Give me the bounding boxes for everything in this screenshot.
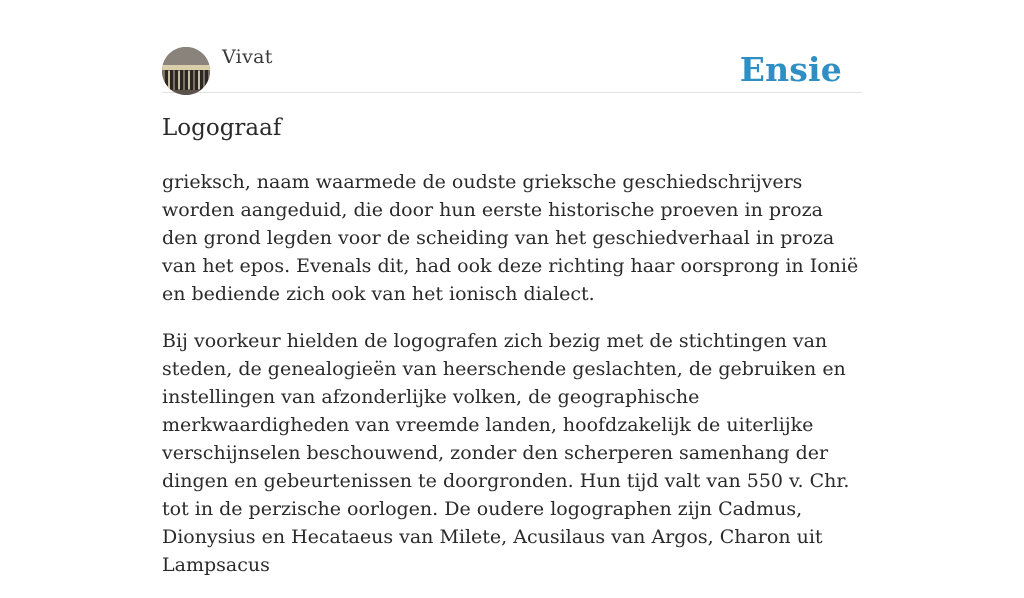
- paragraph: Bij voorkeur hielden de logografen zich bezig met de stichtingen van steden, de genealogieën van heerschende geslachten, de gebruiken en instellingen van afzonderlijke volken, de geographische merkwaardigheden van vreemde landen, hoofdzakelijk de uiterlijke verschijnselen beschouwend, zonder den scherperen samenhang der dingen en gebeurtenissen te doorgronden. Hun tijd valt van 550 v. Chr. tot in de perzische oorlogen. De oudere logographen zijn Cadmus, Dionysius en Hecataeus van Milete, Acusilaus van Argos, Charon uit Lampsacus: [162, 330, 850, 576]
- avatar-image-icon: [162, 47, 210, 95]
- brand-logo[interactable]: Ensie: [739, 50, 842, 89]
- article-body: [162, 168, 862, 598]
- page-title: Logograaf: [162, 115, 282, 141]
- page: [162, 0, 862, 576]
- paragraph: grieksch, naam waarmede de oudste grieksche geschiedschrijvers worden aangeduid, die door hun eerste historische proeven in proza den grond legden voor de scheiding van het geschiedverhaal in proza van het epos. Evenals dit, had ook deze richting haar oorsprong in Ionië en bediende zich ook van het ionisch dialect.: [162, 171, 859, 305]
- author-avatar[interactable]: [162, 47, 210, 95]
- header: [162, 0, 862, 93]
- author-name[interactable]: Vivat: [222, 46, 273, 68]
